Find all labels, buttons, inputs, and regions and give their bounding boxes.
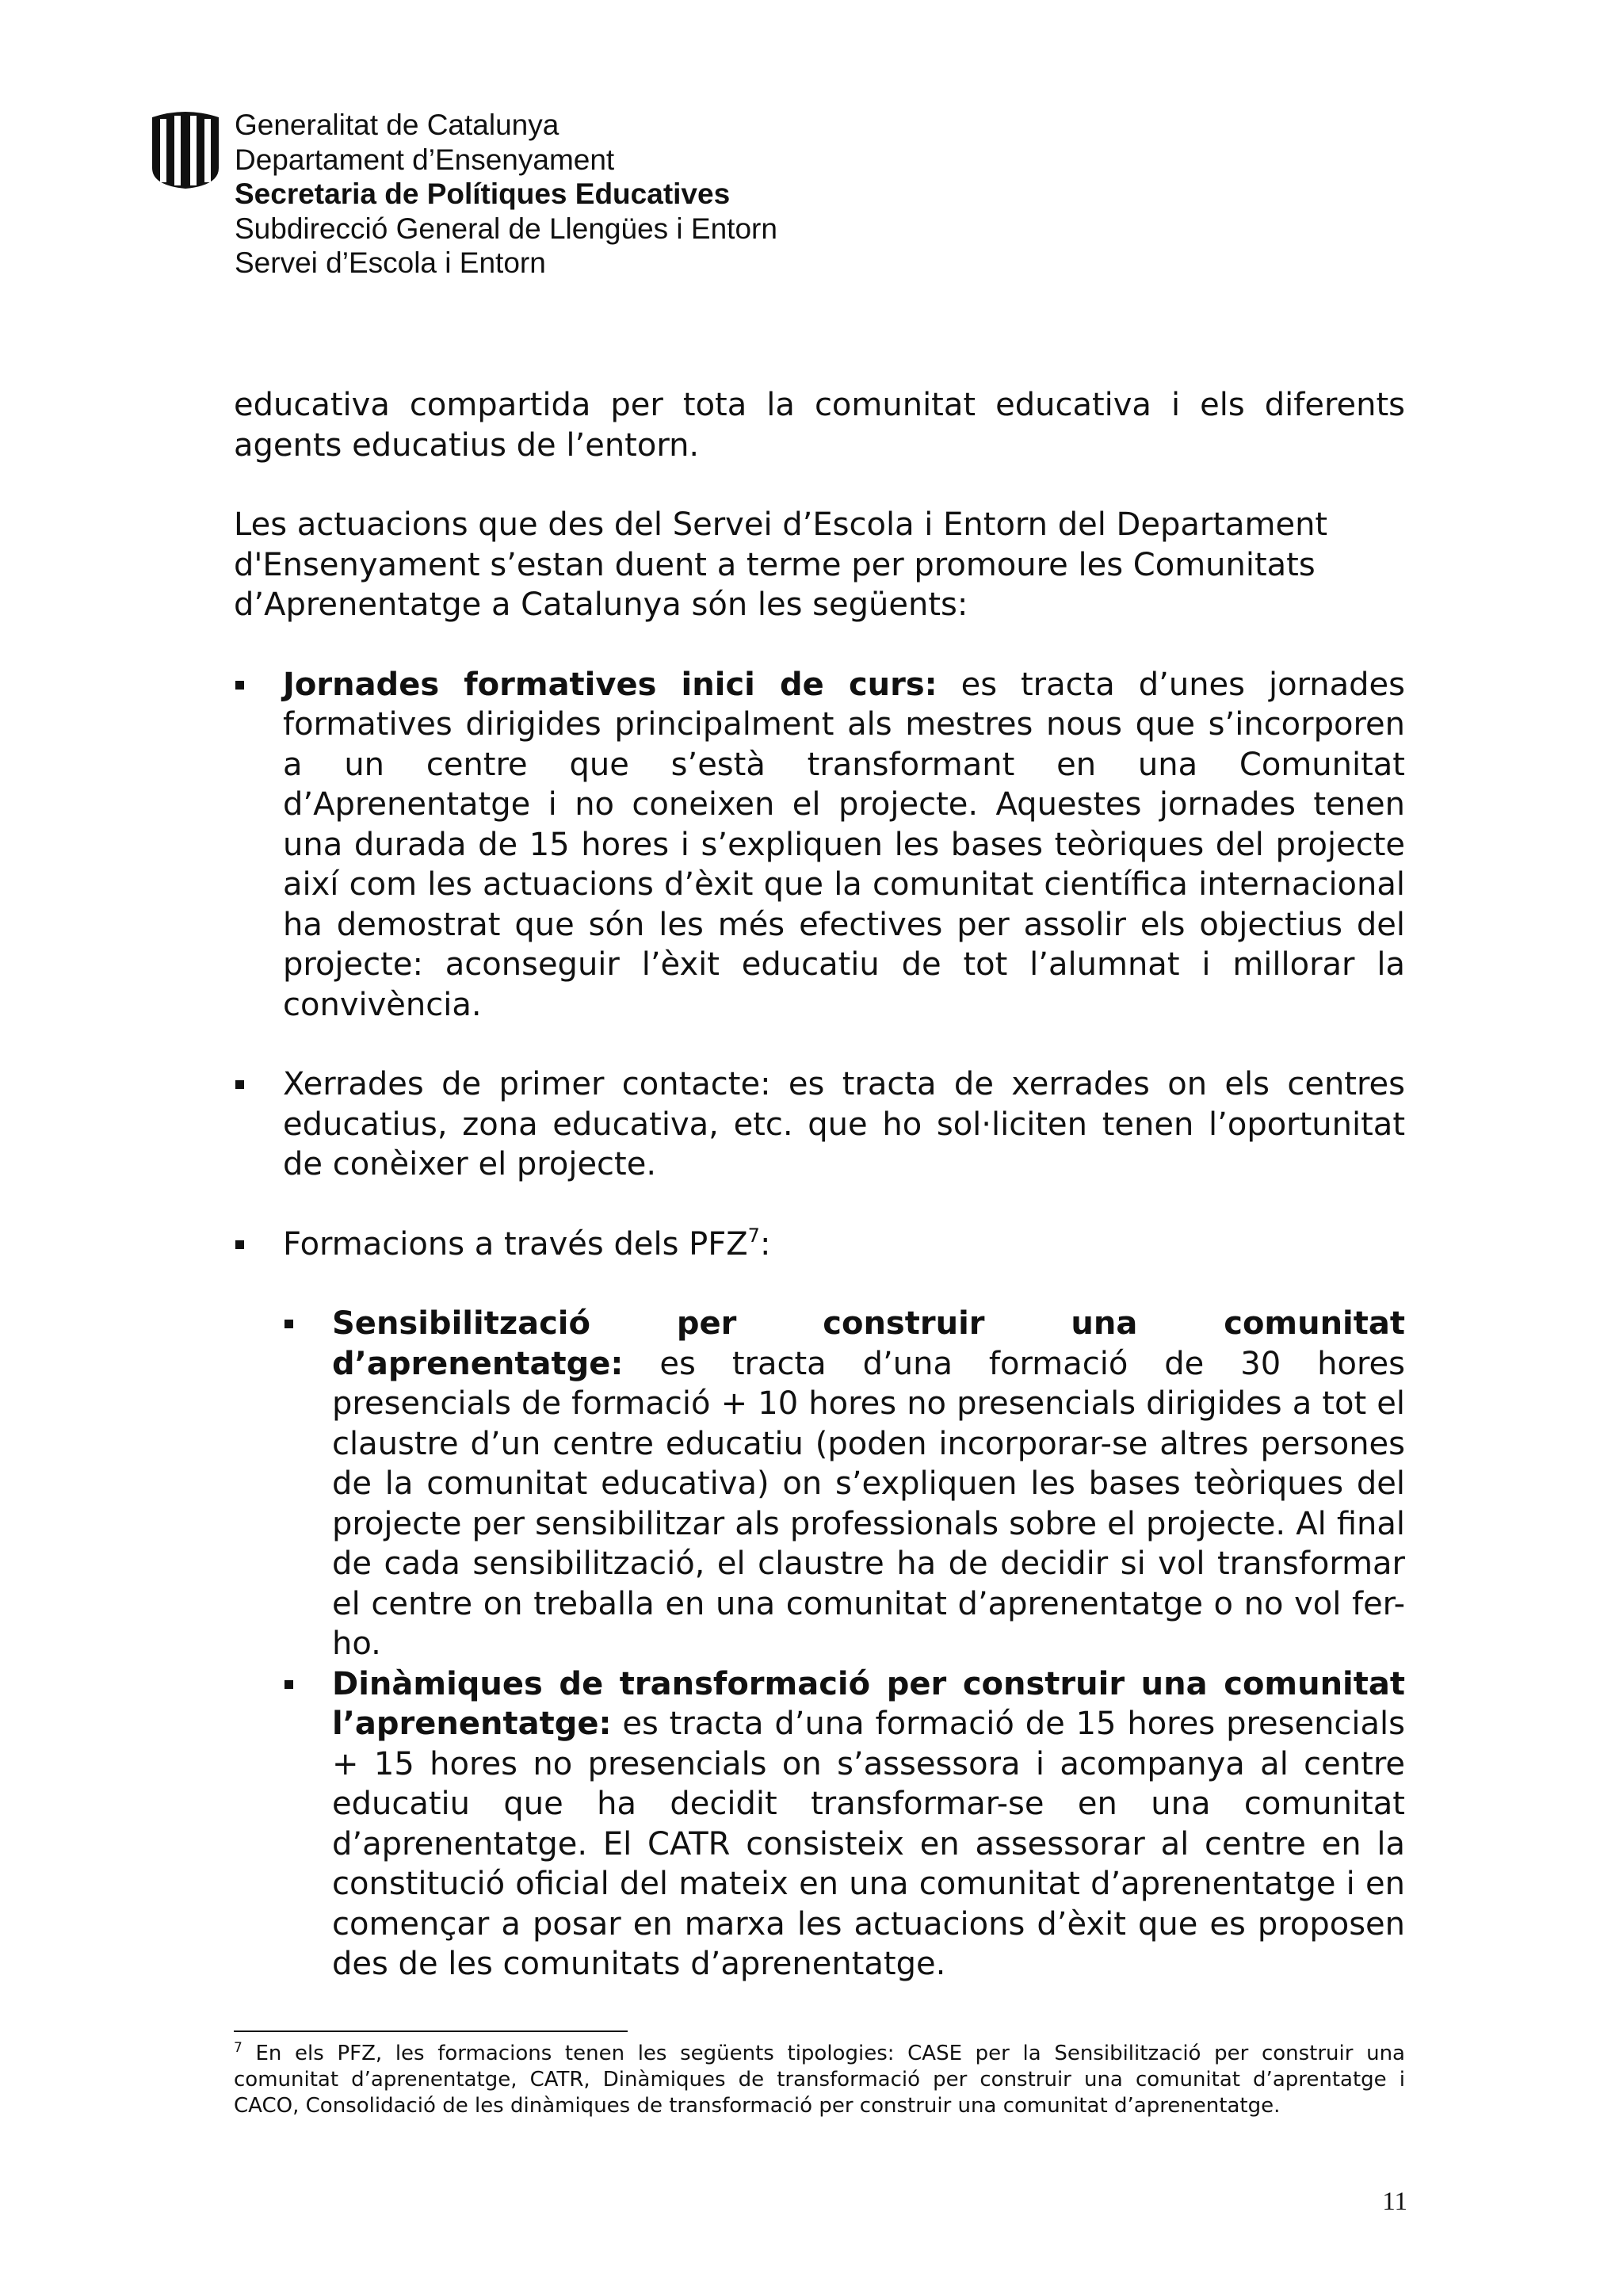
actions-list — [234, 665, 1405, 1985]
footnote-reference: 7 — [747, 1224, 760, 1247]
letterhead-text — [235, 108, 948, 281]
square-bullet-icon — [235, 1240, 244, 1249]
header-line-3: Secretaria de Polítiques Educatives — [235, 178, 731, 210]
document-body — [234, 385, 1405, 2024]
footnote — [234, 2041, 1405, 2119]
list-item-text: Formacions a través dels PFZ — [283, 1225, 748, 1263]
sublist-item — [283, 1664, 1405, 1985]
page-number: 11 — [1382, 2187, 1407, 2216]
square-bullet-icon — [285, 1680, 293, 1689]
footnote-separator — [234, 2030, 628, 2032]
header-line-5: Servei d’Escola i Entorn — [235, 246, 546, 279]
pfz-sublist — [283, 1304, 1405, 1985]
list-item-text: es tracta d’unes jornades formatives dirigides principalment als mestres nous que s’incorporen a un centre que s’està transformant en una Comunitat d’Aprenentatge i no coneixen el projecte. Aquestes jornades tenen una durada de 15 hores i s’expliquen les bases teòriques del projecte així com les actuacions d’èxit que la comunitat científica internacional ha demostrat que són les més efectives per assolir els objectius del projecte: aconseguir l’èxit educatiu de tot l’alumnat i millorar la convivència. — [283, 666, 1405, 1023]
square-bullet-icon — [285, 1320, 293, 1328]
intro-paragraph-2: Les actuacions que des del Servei d’Escola i Entorn del Departament d'Ensenyament s’estan duent a terme per promoure les Comunitats d’Aprenentatge a Catalunya són les següents: — [234, 506, 1328, 623]
header-line-4: Subdirecció General de Llengües i Entorn — [235, 212, 777, 245]
header-line-2: Departament d’Ensenyament — [235, 143, 615, 176]
list-item-label: Jornades formatives inici de curs: — [283, 666, 938, 703]
list-item — [234, 1064, 1405, 1185]
list-item-suffix: : — [759, 1225, 771, 1263]
square-bullet-icon — [235, 1080, 244, 1089]
sublist-item-label: Sensibilització per construir una comunitat d’aprenentatge: — [332, 1305, 1405, 1382]
sublist-item-text: es tracta d’una formació de 30 hores presencials de formació + 10 hores no presencials dirigides a tot el claustre d’un centre educatiu (poden incorporar-se altres persones de la comunitat educativa) on s’expliquen les bases teòriques del projecte per sensibilitzar als professionals sobre el projecte. Al final de cada sensibilització, el claustre ha de decidir si vol transformar el centre on treballa en una comunitat d’aprenentatge o no vol fer-ho. — [332, 1345, 1405, 1662]
list-item — [234, 665, 1405, 1026]
footnote-text: En els PFZ, les formacions tenen les següents tipologies: CASE per la Sensibilització per construir una comunitat d’aprenentatge, CATR, Dinàmiques de transformació per construir una comunitat d’aprentatge i CACO, Consolidació de les dinàmiques de transformació per construir una comunitat d’aprenentatge. — [234, 2042, 1405, 2118]
header-line-1: Generalitat de Catalunya — [235, 109, 559, 141]
list-item — [234, 1224, 1405, 1985]
footnote-number: 7 — [234, 2040, 242, 2056]
square-bullet-icon — [235, 681, 244, 690]
sublist-item-label: Dinàmiques de transformació per construir una comunitat l’aprenentatge: — [332, 1665, 1405, 1742]
list-item-text: Xerrades de primer contacte: es tracta de xerrades on els centres educatius, zona educativa, etc. que ho sol·liciten tenen l’oportunitat de conèixer el projecte. — [283, 1066, 1405, 1182]
generalitat-logo-icon — [147, 111, 223, 190]
intro-paragraph-1: educativa compartida per tota la comunitat educativa i els diferents agents educatius de l’entorn. — [234, 387, 1405, 464]
sublist-item-text: es tracta d’una formació de 15 hores presencials + 15 hores no presencials on s’assessora i acompanya al centre educatiu que ha decidit transformar-se en una comunitat d’aprenentatge. El CATR consisteix en assessorar al centre en la constitució oficial del mateix en una comunitat d’aprenentatge i en començar a posar en marxa les actuacions d’èxit que es proposen des de les comunitats d’aprenentatge. — [332, 1706, 1405, 1982]
sublist-item — [283, 1304, 1405, 1664]
